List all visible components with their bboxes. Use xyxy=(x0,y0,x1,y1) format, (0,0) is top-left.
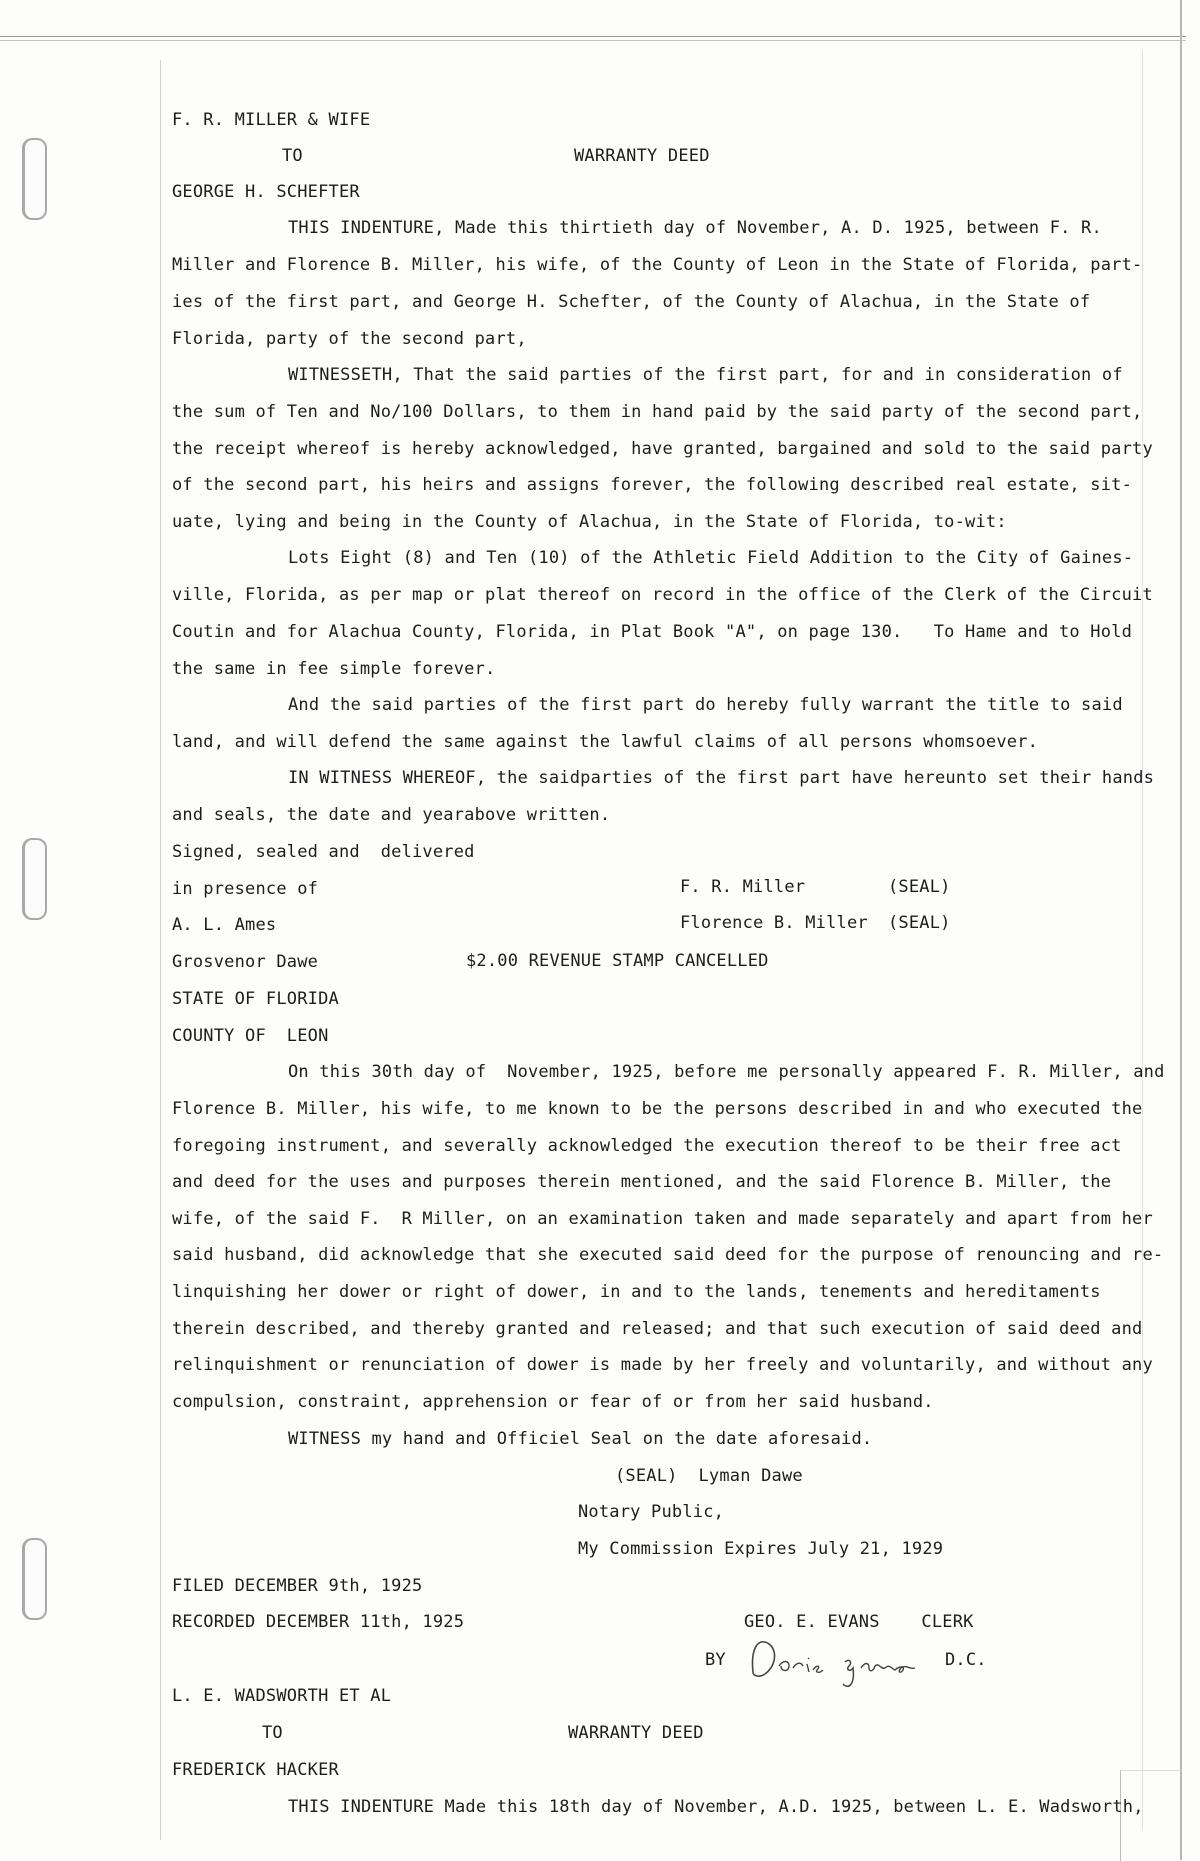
deed1-body-line: land, and will defend the same against the lawful claims of all persons whomsoever. xyxy=(172,732,1039,752)
ack-line: and deed for the uses and purposes therein mentioned, and the said Florence B. Miller, the xyxy=(172,1172,1112,1192)
clerk-signature-image xyxy=(745,1632,975,1692)
ack-line: On this 30th day of November, 1925, before me personally appeared F. R. Miller, and xyxy=(288,1062,1165,1082)
state-heading: STATE OF FLORIDA xyxy=(172,989,339,1009)
right-margin-line xyxy=(1142,50,1143,1830)
deed2-grantee: FREDERICK HACKER xyxy=(172,1760,339,1780)
deed1-grantee: GEORGE H. SCHEFTER xyxy=(172,182,360,202)
top-border xyxy=(0,36,1186,41)
binder-hole-top xyxy=(22,138,47,220)
deed1-body-line: the sum of Ten and No/100 Dollars, to them in hand paid by the said party of the second part, xyxy=(172,402,1143,422)
ack-line: Florence B. Miller, his wife, to me known to be the persons described in and who executed the xyxy=(172,1099,1143,1119)
ack-line: wife, of the said F. R Miller, on an examination taken and made separately and apart from her xyxy=(172,1209,1153,1229)
ack-line: said husband, did acknowledge that she executed said deed for the purpose of renouncing and re- xyxy=(172,1245,1164,1265)
deed1-body-line: the same in fee simple forever. xyxy=(172,659,496,679)
deed1-body-line: THIS INDENTURE, Made this thirtieth day of November, A. D. 1925, between F. R. xyxy=(288,218,1102,238)
deed1-body-line: Lots Eight (8) and Ten (10) of the Athletic Field Addition to the City of Gaines- xyxy=(288,548,1134,568)
notary-seal-name: (SEAL) Lyman Dawe xyxy=(615,1466,803,1486)
ack-line: therein described, and thereby granted and released; and that such execution of said deed and xyxy=(172,1319,1143,1339)
clerk-name: GEO. E. EVANS CLERK xyxy=(744,1612,974,1632)
ack-line: linquishing her dower or right of dower, in and to the lands, tenements and hereditaments xyxy=(172,1282,1101,1302)
ack-line: compulsion, constraint, apprehension or fear of or from her said husband. xyxy=(172,1392,934,1412)
right-page-edge xyxy=(1180,0,1182,1860)
signer-seal: (SEAL) xyxy=(888,913,951,933)
deed1-body-line: and seals, the date and yearabove written. xyxy=(172,805,611,825)
deed1-body-line: Coutin and for Alachua County, Florida, in Plat Book "A", on page 130. To Hame and to Hold xyxy=(172,622,1133,642)
deed1-body-line: in presence of xyxy=(172,879,319,899)
signer-seal: (SEAL) xyxy=(888,877,951,897)
ack-line: foregoing instrument, and severally acknowledged the execution thereof to be their free act xyxy=(172,1136,1122,1156)
binder-hole-bottom xyxy=(22,1538,47,1620)
notary-title: Notary Public, xyxy=(578,1502,725,1522)
deed1-body-line: Miller and Florence B. Miller, his wife, of the County of Leon in the State of Florida, part- xyxy=(172,255,1143,275)
left-margin-line xyxy=(160,60,161,1840)
signer-name: F. R. Miller xyxy=(680,877,806,897)
deed1-to: TO xyxy=(282,146,303,166)
deed1-body-line: WITNESSETH, That the said parties of the first part, for and in consideration of xyxy=(288,365,1123,385)
filed-date: FILED DECEMBER 9th, 1925 xyxy=(172,1576,423,1596)
notary-commission: My Commission Expires July 21, 1929 xyxy=(578,1539,944,1559)
county-heading: COUNTY OF LEON xyxy=(172,1026,329,1046)
deed1-body-line: ies of the first part, and George H. Schefter, of the County of Alachua, in the State of xyxy=(172,292,1091,312)
ack-line: relinquishment or renunciation of dower is made by her freely and voluntarily, and without any xyxy=(172,1355,1153,1375)
deed1-grantor: F. R. MILLER & WIFE xyxy=(172,110,371,130)
deed2-grantor: L. E. WADSWORTH ET AL xyxy=(172,1686,392,1706)
recorded-date: RECORDED DECEMBER 11th, 1925 xyxy=(172,1612,465,1632)
signer-name: Florence B. Miller xyxy=(680,913,868,933)
deputy-clerk-label: D.C. xyxy=(945,1650,987,1670)
binder-hole-middle xyxy=(22,838,47,920)
deed1-body-line: ville, Florida, as per map or plat thereof on record in the office of the Clerk of the Circuit xyxy=(172,585,1153,605)
deed2-to: TO xyxy=(262,1723,283,1743)
deed2-first-line: THIS INDENTURE Made this 18th day of November, A.D. 1925, between L. E. Wadsworth, xyxy=(288,1797,1144,1817)
revenue-stamp-note: $2.00 REVENUE STAMP CANCELLED xyxy=(466,951,769,971)
deed1-doc-type: WARRANTY DEED xyxy=(574,146,710,166)
witness-name: A. L. Ames xyxy=(172,915,277,935)
by-label: BY xyxy=(705,1650,726,1670)
deed2-doc-type: WARRANTY DEED xyxy=(568,1723,704,1743)
deed1-body-line: Florida, party of the second part, xyxy=(172,329,527,349)
deed1-body-line: IN WITNESS WHEREOF, the saidparties of the first part have hereunto set their hands xyxy=(288,768,1155,788)
deed1-body-line: the receipt whereof is hereby acknowledged, have granted, bargained and sold to the said party xyxy=(172,439,1153,459)
deed1-body-line: Signed, sealed and delivered xyxy=(172,842,475,862)
deed1-body-line: uate, lying and being in the County of Alachua, in the State of Florida, to-wit: xyxy=(172,512,1007,532)
ack-line: WITNESS my hand and Officiel Seal on the date aforesaid. xyxy=(288,1429,873,1449)
deed1-body-line: of the second part, his heirs and assigns forever, the following described real estate, sit- xyxy=(172,475,1133,495)
deed1-body-line: And the said parties of the first part do hereby fully warrant the title to said xyxy=(288,695,1123,715)
witness-name: Grosvenor Dawe xyxy=(172,952,319,972)
